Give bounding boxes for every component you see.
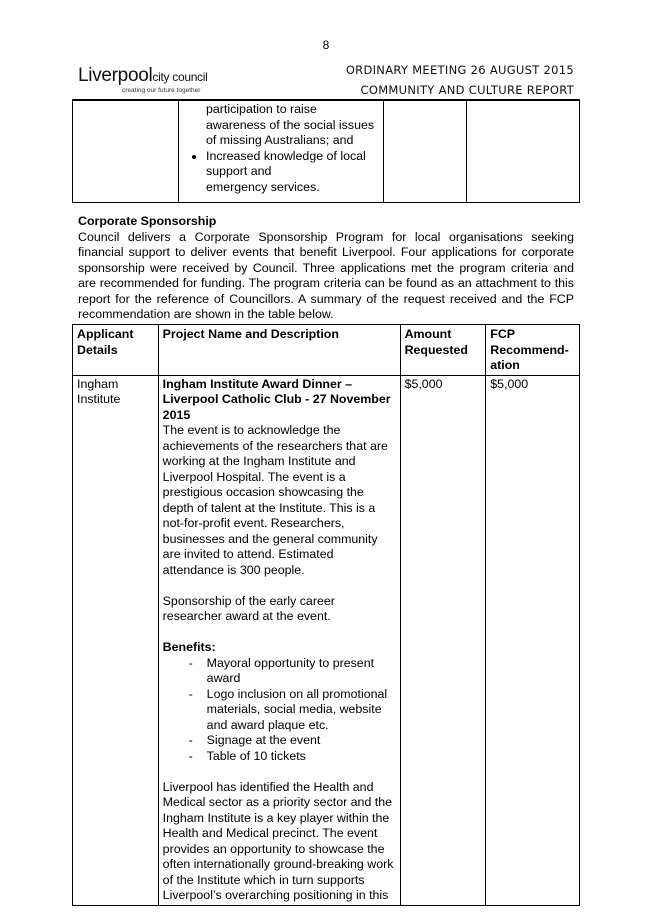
bullet-text-tail: emergency services. (206, 179, 320, 194)
page-number: 8 (322, 38, 330, 52)
meeting-header: ORDINARY MEETING 26 AUGUST 2015 (345, 63, 574, 77)
header-applicant: Applicant Details (73, 325, 159, 376)
table-cell (179, 101, 384, 203)
project-title: Ingham Institute Award Dinner – Liverpool Catholic Club - 27 November 2015 (162, 376, 391, 422)
continued-table (72, 100, 580, 203)
project-cell (158, 375, 400, 905)
bullet-list (183, 102, 379, 195)
logo-tagline: creating our future together (122, 87, 201, 94)
sponsorship-table (72, 324, 580, 906)
closing-text: Liverpool has identified the Health and Medical sector as a priority sector and the Ingham Institute is a key player within the Health and Medical precinct. The event provides an opportunity to showcase the often internationally ground-breaking work of the Institute which in turn supports Liverpool’s overarching positioning in this (162, 779, 394, 902)
header-amount: Amount Requested (400, 325, 486, 376)
list-item: - Mayoral opportunity to present award (163, 656, 396, 687)
header-fcp-line2: Recommend- (490, 342, 569, 357)
benefits-list (163, 656, 396, 765)
logo-main-text: Liverpool (78, 65, 153, 86)
section-paragraph: Council delivers a Corporate Sponsorship Program for local organisations seeking financial support to deliver events that benefit Liverpool. Four applications for corporate sponsorship were received by Council. Three applications met the program criteria and are recommended for funding. The program criteria can be found as an attachment to this report for the reference of Councillors. A summary of the request received and the FCP recommendation are shown in the table below. (78, 229, 574, 321)
header-fcp-line3: ation (490, 358, 520, 372)
list-item: - Logo inclusion on all promotional materials, social media, website and award plaque etc. (163, 687, 396, 734)
logo-sub-text: city council (152, 70, 208, 84)
header-fcp (486, 325, 580, 376)
bullet-text: Increased knowledge of local support and (206, 148, 366, 178)
table-cell (73, 101, 179, 203)
applicant-cell: Ingham Institute (73, 375, 159, 905)
corporate-sponsorship-section (78, 214, 574, 323)
table-cell (467, 101, 580, 203)
council-logo (78, 66, 208, 95)
list-item: participation to raise awareness of the social issues of missing Australians; and (206, 102, 375, 147)
header-fcp-line1: FCP (490, 327, 516, 341)
table-header-row (73, 325, 580, 376)
benefits-label: Benefits: (162, 640, 216, 654)
list-item (206, 149, 379, 196)
fcp-cell: $5,000 (486, 375, 580, 905)
table-row (73, 101, 580, 203)
report-header: COMMUNITY AND CULTURE REPORT (360, 83, 574, 97)
section-heading: Corporate Sponsorship (78, 214, 217, 228)
list-item: - Signage at the event (163, 733, 396, 749)
amount-cell: $5,000 (400, 375, 486, 905)
sponsorship-text: Sponsorship of the early career researcher award at the event. (162, 593, 335, 623)
project-description: The event is to acknowledge the achievements of the researchers that are working at the Ingham Institute and Liverpool Hospital. The event is a prestigious occasion showcasing the depth of talent at the Institute. This is a not-for-profit event. Researchers, businesses and the general community are invited to attend. Estimated attendance is 300 people. (162, 423, 388, 577)
list-item: - Table of 10 tickets (163, 749, 396, 765)
logo-wordmark (78, 66, 208, 87)
table-cell (384, 101, 467, 203)
header-project: Project Name and Description (158, 325, 400, 376)
table-row (73, 375, 580, 905)
